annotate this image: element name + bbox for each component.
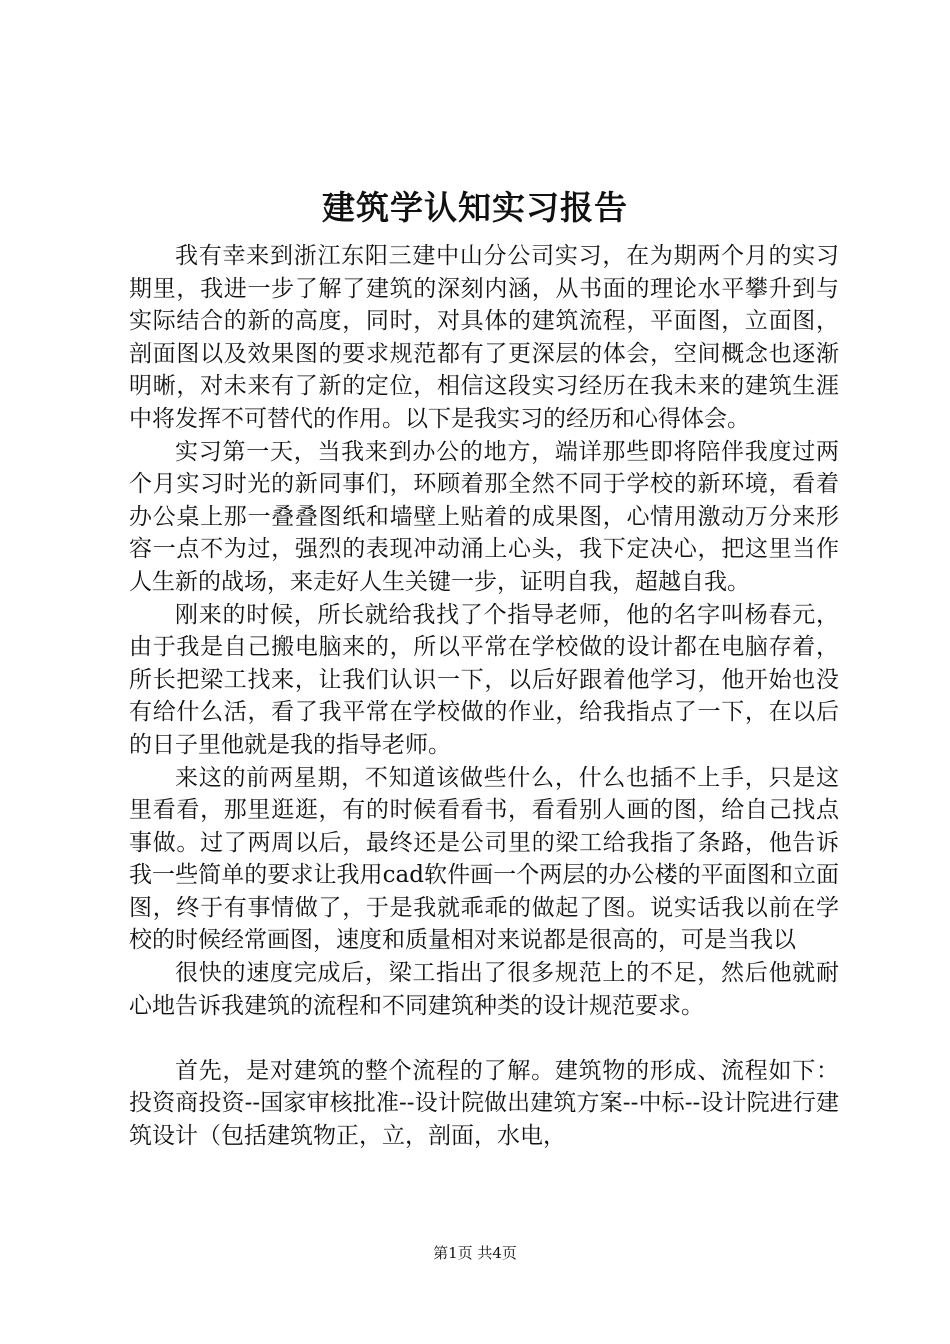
paragraph-1: 我有幸来到浙江东阳三建中山分公司实习，在为期两个月的实习期里，我进一步了解了建筑的深刻内涵，从书面的理论水平攀升到与实际结合的新的高度，同时，对具体的建筑流程，平面图，立面图，剖面图以及效果图的要求规范都有了更深层的体会，空间概念也逐渐明晰，对未来有了新的定位，相信这段实习经历在我未来的建筑生涯中将发挥不可替代的作用。以下是我实习的经历和心得体会。 bbox=[129, 243, 839, 432]
document-body bbox=[129, 240, 839, 1153]
paragraph-5: 很快的速度完成后，梁工指出了很多规范上的不足，然后他就耐心地告诉我建筑的流程和不同建筑种类的设计规范要求。 bbox=[129, 960, 839, 1019]
paragraph-gap bbox=[129, 1022, 839, 1055]
paragraph-2: 实习第一天，当我来到办公的地方，端详那些即将陪伴我度过两个月实习时光的新同事们，环顾着那全然不同于学校的新环境，看着办公桌上那一叠叠图纸和墙壁上贴着的成果图，心情用激动万分来形容一点不为过，强烈的表现冲动涌上心头，我下定决心，把这里当作人生新的战场，来走好人生关键一步，证明自我，超越自我。 bbox=[129, 438, 839, 595]
paragraph-6: 首先，是对建筑的整个流程的了解。建筑物的形成、流程如下：投资商投资--国家审核批准--设计院做出建筑方案--中标--设计院进行建筑设计（包括建筑物正，立，剖面，水电， bbox=[129, 1057, 839, 1150]
document-title: 建筑学认知实习报告 bbox=[322, 188, 628, 227]
page-number-footer: 第1页 共4页 bbox=[433, 1244, 517, 1262]
paragraph-4: 来这的前两星期，不知道该做些什么，什么也插不上手，只是这里看看，那里逛逛，有的时候看看书，看看别人画的图，给自己找点事做。过了两周以后，最终还是公司里的梁工给我指了条路，他告诉我一些简单的要求让我用cad软件画一个两层的办公楼的平面图和立面图，终于有事情做了，于是我就乖乖的做起了图。说实话我以前在学校的时候经常画图，速度和质量相对来说都是很高的，可是当我以 bbox=[129, 764, 839, 954]
paragraph-3: 刚来的时候，所长就给我找了个指导老师，他的名字叫杨春元，由于我是自己搬电脑来的，所以平常在学校做的设计都在电脑存着，所长把梁工找来，让我们认识一下，以后好跟着他学习，他开始也没有给什么活，看了我平常在学校做的作业，给我指点了一下，在以后的日子里他就是我的指导老师。 bbox=[129, 601, 839, 758]
